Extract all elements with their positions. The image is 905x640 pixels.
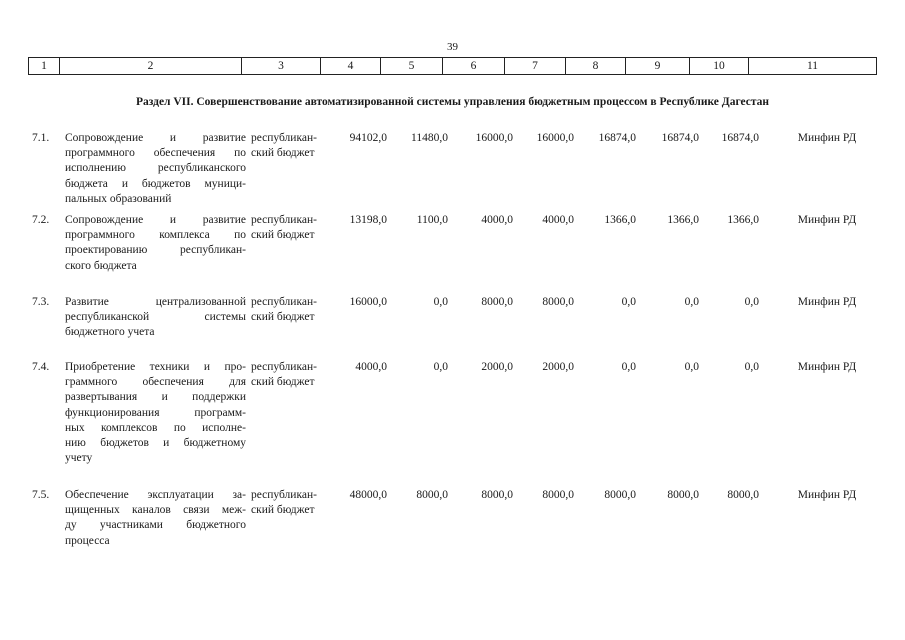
funding-value: 11480,0 (411, 132, 448, 144)
measure-name-line: ных комплексов по исполне- (65, 421, 246, 434)
funding-value: 8000,0 (416, 489, 448, 501)
executor: Минфин РД (797, 296, 857, 308)
measure-name-line: ского бюджета (65, 259, 137, 272)
row-number: 7.3. (32, 296, 50, 308)
funding-value: 8000,0 (542, 489, 574, 501)
funding-value: 1366,0 (727, 214, 759, 226)
funding-value: 4000,0 (481, 214, 513, 226)
funding-value: 8000,0 (604, 489, 636, 501)
funding-source-line: республикан- (251, 489, 317, 501)
column-number: 11 (749, 58, 877, 75)
measure-name-line: процесса (65, 534, 110, 547)
measure-name-line: Сопровождение и развитие (65, 132, 246, 144)
funding-value: 0,0 (684, 361, 699, 373)
funding-source-line: республикан- (251, 214, 317, 226)
funding-value: 1366,0 (667, 214, 699, 226)
funding-source-line: республикан- (251, 132, 317, 144)
funding-source-line: республикан- (251, 361, 317, 373)
funding-source-line: республикан- (251, 296, 317, 308)
measure-name-line: щищенных каналов связи меж- (65, 504, 246, 517)
funding-value: 4000,0 (355, 361, 387, 373)
column-number: 3 (242, 58, 321, 75)
funding-source-line: ский бюджет (251, 504, 315, 517)
funding-source (251, 213, 325, 243)
funding-value: 0,0 (684, 296, 699, 308)
funding-value: 8000,0 (481, 296, 513, 308)
funding-value: 16874,0 (721, 132, 759, 144)
funding-value: 13198,0 (349, 214, 387, 226)
column-number: 7 (505, 58, 566, 75)
executor: Минфин РД (797, 361, 857, 373)
funding-source-line: ский бюджет (251, 376, 315, 389)
measure-name (65, 213, 246, 274)
funding-value: 0,0 (433, 296, 448, 308)
measure-name-line: нию бюджетов и бюджетному (65, 437, 246, 450)
funding-value: 16000,0 (475, 132, 513, 144)
funding-value: 1100,0 (416, 214, 448, 226)
funding-value: 1366,0 (604, 214, 636, 226)
funding-source (251, 295, 325, 325)
measure-name-line: республиканской системы (65, 311, 246, 324)
measure-name-line: учету (65, 452, 93, 465)
measure-name-line: Приобретение техники и про- (65, 361, 246, 373)
funding-value: 8000,0 (727, 489, 759, 501)
row-number: 7.4. (32, 361, 50, 373)
funding-value: 8000,0 (667, 489, 699, 501)
column-number: 6 (443, 58, 505, 75)
funding-value: 16000,0 (536, 132, 574, 144)
executor: Минфин РД (797, 132, 857, 144)
funding-value: 94102,0 (349, 132, 387, 144)
column-number: 5 (381, 58, 443, 75)
column-number: 9 (626, 58, 690, 75)
measure-name (65, 131, 246, 207)
funding-value: 8000,0 (542, 296, 574, 308)
funding-value: 16000,0 (349, 296, 387, 308)
executor: Минфин РД (797, 214, 857, 226)
column-number: 4 (321, 58, 381, 75)
measure-name-line: исполнению республиканского (65, 162, 246, 175)
funding-value: 16874,0 (598, 132, 636, 144)
measure-name-line: граммного обеспечения для (65, 376, 246, 389)
measure-name-line: развертывания и поддержки (65, 391, 246, 404)
measure-name-line: Сопровождение и развитие (65, 214, 246, 226)
funding-value: 0,0 (744, 361, 759, 373)
page-number: 39 (447, 41, 458, 53)
funding-value: 0,0 (621, 361, 636, 373)
funding-value: 16874,0 (661, 132, 699, 144)
measure-name-line: Обеспечение эксплуатации за- (65, 489, 246, 501)
column-number-header (28, 57, 877, 75)
column-number: 2 (60, 58, 242, 75)
measure-name-line: Развитие централизованной (65, 296, 246, 308)
measure-name-line: пальных образований (65, 192, 172, 205)
funding-value: 4000,0 (542, 214, 574, 226)
funding-source (251, 360, 325, 390)
measure-name (65, 488, 246, 549)
row-number: 7.5. (32, 489, 50, 501)
funding-source (251, 488, 325, 518)
funding-value: 8000,0 (481, 489, 513, 501)
measure-name-line: функционирования программ- (65, 406, 246, 419)
measure-name-line: программного комплекса по (65, 229, 246, 242)
column-number: 1 (29, 58, 60, 75)
funding-value: 0,0 (621, 296, 636, 308)
measure-name (65, 295, 246, 341)
funding-source-line: ский бюджет (251, 311, 315, 324)
funding-value: 0,0 (433, 361, 448, 373)
funding-value: 48000,0 (349, 489, 387, 501)
funding-value: 2000,0 (542, 361, 574, 373)
executor: Минфин РД (797, 489, 857, 501)
funding-source (251, 131, 325, 161)
section-title: Раздел VII. Совершенствование автоматизированной системы управления бюджетным процессом в Республике Дагестан (135, 96, 770, 108)
measure-name-line: бюджета и бюджетов муници- (65, 177, 246, 190)
measure-name-line: ду участниками бюджетного (65, 519, 246, 532)
row-number: 7.1. (32, 132, 50, 144)
measure-name-line: бюджетного учета (65, 326, 155, 339)
measure-name-line: программного обеспечения по (65, 147, 246, 160)
funding-value: 0,0 (744, 296, 759, 308)
row-number: 7.2. (32, 214, 50, 226)
measure-name (65, 360, 246, 466)
column-number: 10 (690, 58, 749, 75)
funding-source-line: ский бюджет (251, 229, 315, 242)
column-number: 8 (566, 58, 626, 75)
funding-value: 2000,0 (481, 361, 513, 373)
measure-name-line: проектированию республикан- (65, 244, 246, 257)
funding-source-line: ский бюджет (251, 147, 315, 160)
